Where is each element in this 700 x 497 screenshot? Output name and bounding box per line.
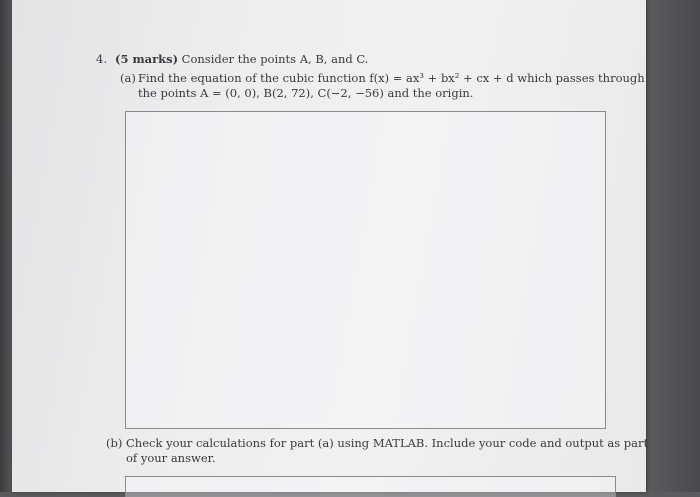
part-b-answer-box[interactable]	[125, 476, 616, 497]
part-b-line-2: of your answer.	[126, 451, 216, 465]
part-b-label: (b)	[106, 436, 123, 450]
background-right	[640, 0, 700, 492]
question-marks: (5 marks)	[115, 52, 179, 66]
question-heading	[115, 52, 368, 67]
question-number: 4.	[96, 52, 107, 66]
part-b-line-1: Check your calculations for part (a) using MATLAB. Include your code and output as part	[126, 436, 649, 450]
part-a-label: (a)	[120, 71, 136, 85]
part-a-line-1: Find the equation of the cubic function f(x) = ax³ + bx² + cx + d which passes through	[138, 71, 645, 85]
part-a-answer-box[interactable]	[125, 111, 606, 429]
part-a-line-2: the points A = (0, 0), B(2, 72), C(−2, −56) and the origin.	[138, 86, 474, 100]
question-prompt: Consider the points A, B, and C.	[181, 52, 369, 66]
